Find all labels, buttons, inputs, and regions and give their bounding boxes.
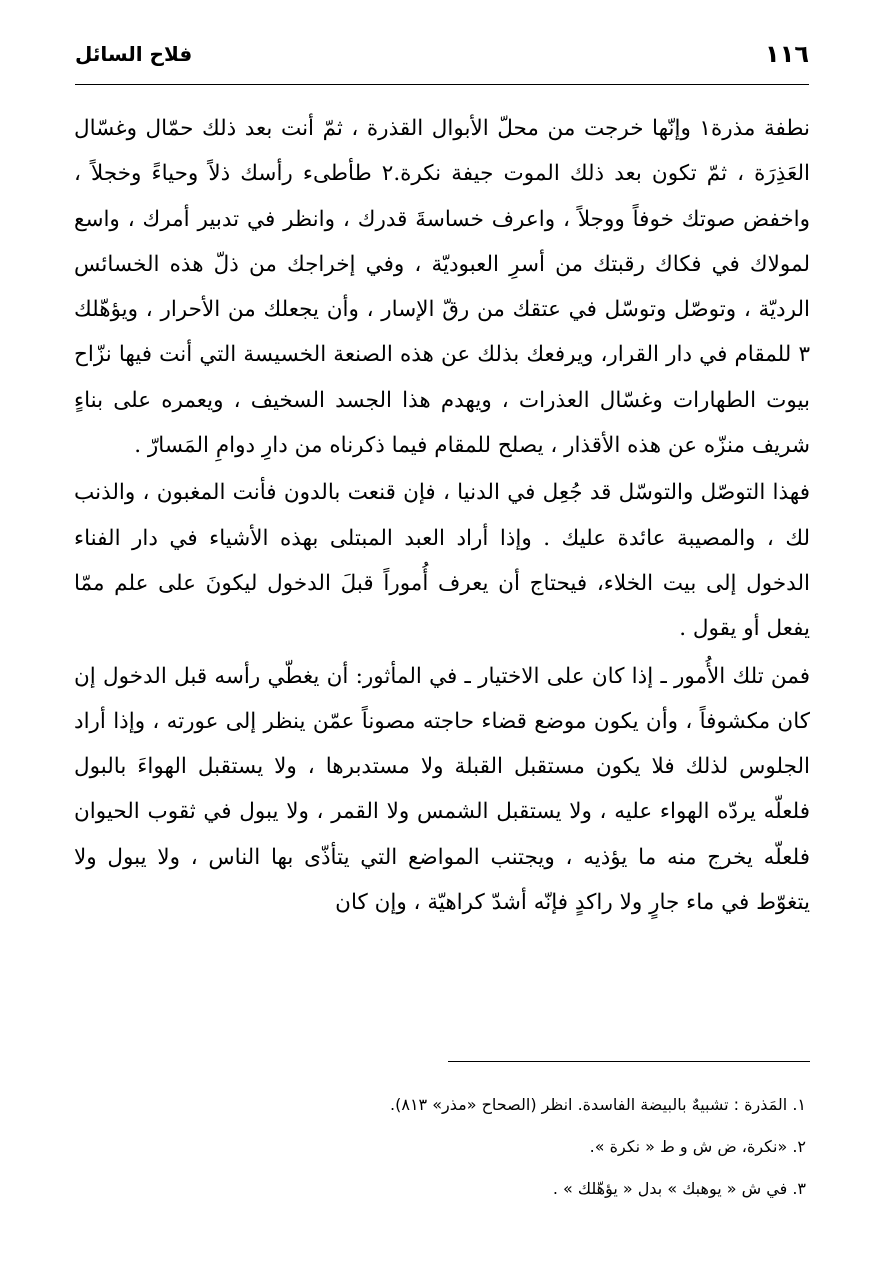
paragraph-3: فمن تلك الأُمور ـ إذا كان على الاختيار ـ في المأثور: أن يغطّي رأسه قبل الدخول إن كان مكشوفاً ، وأن يكون موضع قضاء حاجته مصوناً عمّن ينظر إلى عورته ، وإذا أراد الجلوس لذلك فلا يكون مستقبل القبلة ولا مستدبرها ، ولا يستقبل الهواءَ بالبول فلعلّه يردّه الهواء عليه ، ولا يستقبل الشمس ولا القمر ، ولا يبول في ثقوب الحيوان فلعلّه يخرج منه ما يؤذيه ، ويجتنب المواضع التي يتأذّى بها الناس ، ولا يبول ولا يتغوّط في ماء جارٍ ولا راكدٍ فإنّه أشدّ كراهيّة ، وإن كان — [74, 663, 810, 916]
paragraph-1: نطفة مذرة١ وإنّها خرجت من محلّ الأبوال القذرة ، ثمّ أنت بعد ذلك حمّال وغسّال العَذِرَة ، ثمّ تكون بعد ذلك الموت جيفة نكرة.٢ طأطىء رأسك ذلاً وحياءً وخجلاً ، واخفض صوتك خوفاً ووجلاً ، واعرف خساسةَ قدرك ، وانظر في تدبير أمرك ، واسع لمولاك في فكاك رقبتك من أسرِ العبوديّة ، وفي إخراجك من ذلّ هذه الخسائس الرديّة ، وتوصّل وتوسّل في عتقك من رقّ الإسار ، وأن يجعلك من الأحرار ، ويؤهّلك ٣ للمقام في دار القرار، ويرفعك بذلك عن هذه الصنعة الخسيسة التي أنت فيها نزّاح بيوت الطهارات وغسّال العذرات ، ويهدم هذا الجسد السخيف ، ويعمره على بناءٍ شريف منزّه عن هذه الأقذار ، يصلح للمقام فيما ذكرناه من دارِ دوامِ المَسارّ . — [74, 116, 810, 459]
footnotes — [74, 1084, 806, 1210]
footnote-1: ١. المَذرة : تشبيهٌ بالبيضة الفاسدة. انظر (الصحاح «مذر» ٨١٣). — [390, 1095, 806, 1114]
body-text — [74, 106, 810, 925]
page-number: ١١٦ — [765, 40, 809, 68]
footnote-2: ٢. «نكرة، ض ش و ط « نكرة ». — [589, 1137, 806, 1156]
header-rule — [75, 84, 809, 85]
footnote-3: ٣. في ش « يوهبك » بدل « يؤهّلك » . — [552, 1179, 806, 1198]
footnote-rule — [448, 1061, 810, 1062]
paragraph-2: فهذا التوصّل والتوسّل قد جُعِل في الدنيا ، فإن قنعت بالدون فأنت المغبون ، والذنب لك ، والمصيبة عائدة عليك . وإذا أراد العبد المبتلى بهذه الأشياء في دار الفناء الدخول إلى بيت الخلاء، فيحتاج أن يعرف أُموراً قبلَ الدخول ليكونَ على علم ممّا يفعل أو يقول . — [74, 480, 810, 642]
running-header — [75, 38, 809, 78]
book-title: فلاح السائل — [75, 42, 193, 66]
